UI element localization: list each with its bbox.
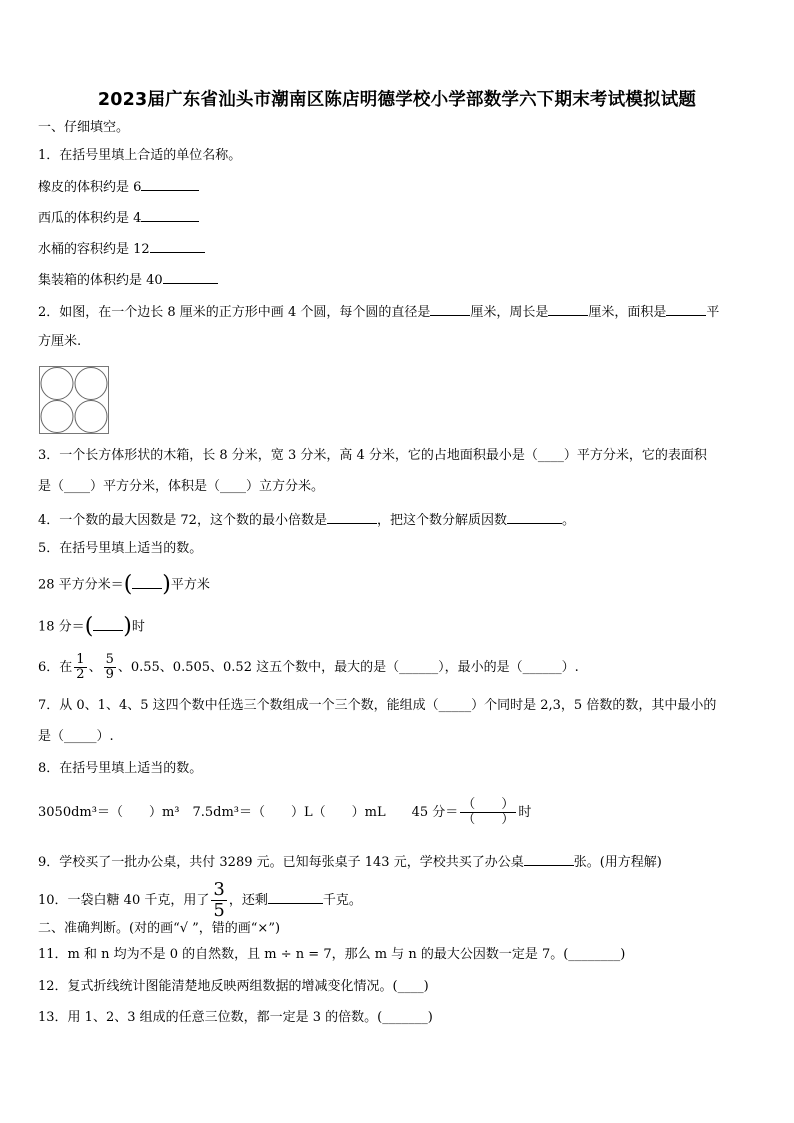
fraction-three-fifths: $\frac{3}{5}$ [213, 879, 225, 921]
question-3-line-2: 是（____）平方分米，体积是（____）立方分米。 [38, 479, 325, 494]
question-1-line-2: 西瓜的体积约是 4 [38, 208, 199, 228]
question-9: 9．学校买了一批办公桌，共付 3289 元。已知每张桌子 143 元，学校共买了办公桌 张。(用方程解) [38, 852, 662, 872]
question-1-line-1: 橡皮的体积约是 6 [38, 177, 199, 197]
fraction-five-ninths: $\frac{5}{9}$ [105, 652, 114, 682]
question-11: 11．m 和 n 均为不是 0 的自然数，且 m ÷ n = 7，那么 m 与 n 的最大公因数一定是 7。(________) [38, 947, 626, 962]
question-1-line-3: 水桶的容积约是 12 [38, 239, 205, 259]
section-heading-judgement: 二、准确判断。(对的画“√ ”，错的画“×”) [38, 921, 281, 936]
fraction-one-half: $\frac{1}{2}$ [76, 652, 85, 682]
question-2-line-1: 2．如图，在一个边长 8 厘米的正方形中画 4 个圆，每个圆的直径是 厘米，周长是 厘米，面积是 平 [38, 302, 719, 322]
question-8-line: 3050dm³＝（ ）m³ 7.5dm³＝（ ）L（ ）mL 45 分＝ $\frac{( )}{( )}$ 时 [38, 797, 532, 827]
section-heading-fill-in: 一、仔细填空。 [38, 120, 130, 135]
question-8-stem: 8．在括号里填上适当的数。 [38, 761, 203, 776]
question-5-line-1: 28 平方分米＝( )平方米 [38, 572, 210, 597]
question-1-line-4: 集装箱的体积约是 40 [38, 270, 218, 290]
question-5-line-2: 18 分＝( )时 [38, 614, 145, 639]
question-2-line-2: 方厘米. [38, 334, 82, 349]
square-with-four-circles-figure [39, 366, 109, 434]
page-title: 2023届广东省汕头市潮南区陈店明德学校小学部数学六下期末考试模拟试题 [97, 90, 697, 110]
question-13: 13．用 1、2、3 组成的任意三位数，都一定是 3 的倍数。(_______) [38, 1010, 433, 1025]
question-7-line-1: 7．从 0、1、4、5 这四个数中任选三个数组成一个三个数，能组成（_____）个同时是 2,3，5 倍数的数，其中最小的 [38, 698, 717, 713]
question-4: 4．一个数的最大因数是 72，这个数的最小倍数是 ，把这个数分解质因数 。 [38, 510, 575, 530]
question-5-stem: 5．在括号里填上适当的数。 [38, 541, 203, 556]
question-10: 10．一袋白糖 40 千克，用了 $\frac{3}{5}$ ，还剩 千克。 [38, 879, 362, 921]
question-6: 6．在 $\frac{1}{2}$ 、 $\frac{5}{9}$ 、0.55、0.505、0.52 这五个数中，最大的是（______），最小的是（______）. [38, 652, 579, 682]
question-3-line-1: 3．一个长方体形状的木箱，长 8 分米，宽 3 分米，高 4 分米，它的占地面积最小是（____）平方分米，它的表面积 [38, 448, 707, 463]
question-7-line-2: 是（_____）. [38, 729, 114, 744]
question-12: 12．复式折线统计图能清楚地反映两组数据的增减变化情况。(____) [38, 979, 429, 994]
fraction-blank: $\frac{( )}{( )}$ [462, 797, 515, 827]
question-1-stem: 1．在括号里填上合适的单位名称。 [38, 148, 242, 163]
